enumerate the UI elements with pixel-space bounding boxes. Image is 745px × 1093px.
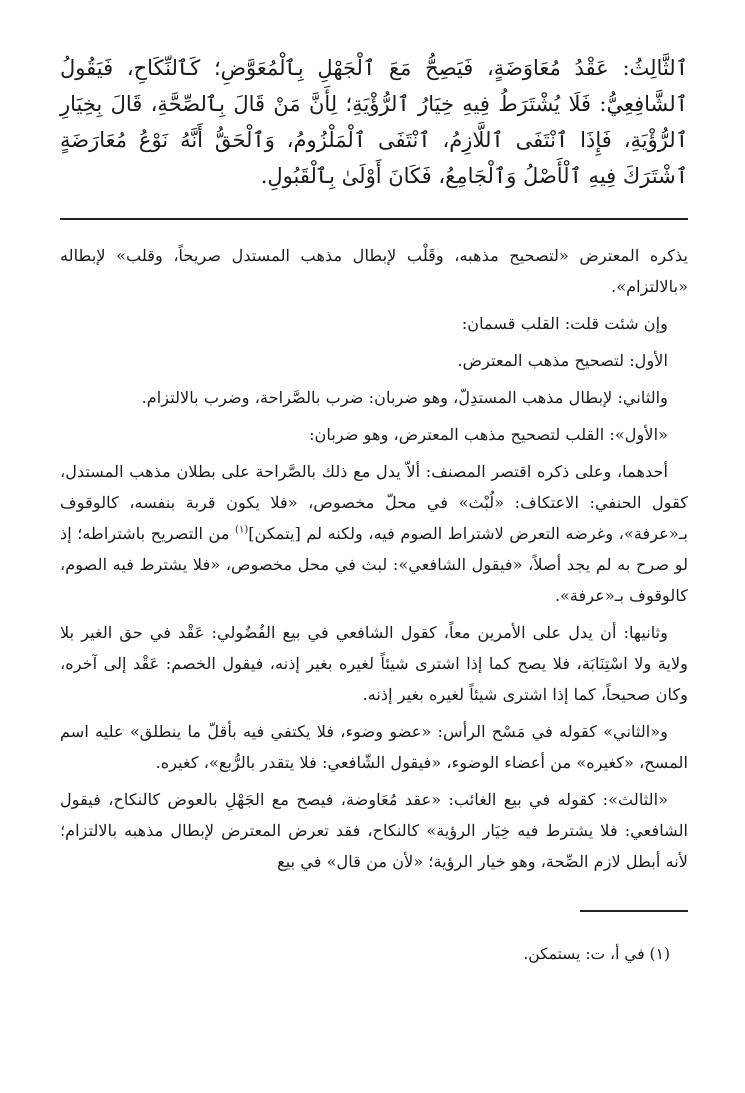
commentary <box>60 240 688 877</box>
commentary-paragraph: و«الثاني» كقوله في مَسْح الرأس: «عضو وضوء، فلا يكتفي فيه بأقلّ ما ينطلق» عليه اسم المسح، «كغيره» من أعضاء الوضوء، «فيقول الشّافعي: فلا يتقدر بالرُّبع»، كغيره. <box>60 722 688 772</box>
commentary-text: أحدهما، وعلى ذكره اقتصر المصنف: ألاّ يدل مع ذلك بالصَّراحة على بطلان مذهب المستدل، كقول الحنفي: الاعتكاف: «لُبْث» في محلّ مخصوص، «فلا يكون قربة بنفسه، كالوقوف بـ«عرفة»، وغرضه التعرض لاشتراط الصوم فيه، ولكنه لم [يتمكن] <box>60 462 688 543</box>
commentary-paragraph: «الثالث»: كقوله في بيع الغائب: «عقد مُعَاوضة، فيصح مع الجَهْلِ بالعوض كالنكاح، فيقول الشافعي: فلا يشترط فيه خِيَار الرؤية» كالنكاح، فقد تعرض المعترض لإبطال مذهبه بالالتزام؛ لأنه أبطل لازم الصِّحة، وهو خيار الرؤية؛ «لأن من قال» في بيع <box>60 790 688 871</box>
commentary-text-continued: من التصريح باشتراطه؛ إذ لو صرح به لم يجد أصلاً، «فيقول الشافعي»: لبث في محل مخصوص، «فلا يشترط فيه الصوم، كالوقوف بـ«عرفة». <box>60 524 688 605</box>
commentary-paragraph: «الأول»: القلب لتصحيح مذهب المعترض، وهو ضربان: <box>309 425 668 444</box>
page-body <box>60 50 688 883</box>
commentary-paragraph: الأول: لتصحيح مذهب المعترض. <box>457 351 668 370</box>
commentary-paragraph: وثانيها: أن يدل على الأمرين معاً، كقول الشافعي في بيع الفُضُولي: عَقْد في حق الغير بلا ولاية ولا اسْتِنَابَة، فلا يصح كما إذا اشترى شيئاً لغيره بغير إذنه، فيقول الخصم: عَقْد إلى آخره، وكان صحيحاً، كما إذا اشترى شيئاً لغيره بغير إذنه. <box>60 623 688 704</box>
commentary-paragraph-with-note <box>60 456 688 611</box>
commentary-paragraph: والثاني: لإبطال مذهب المستدِلّ، وهو ضربان: ضرب بالصَّراحة، وضرب بالالتزام. <box>141 388 668 407</box>
footnote-text: (١) في أ، ت: يستمكن. <box>523 945 670 963</box>
commentary-paragraph: يذكره المعترض «لتصحيح مذهبه، وقَلْب لإبطال مذهب المستدل صريحاً، وقلب» لإبطاله «بالالتزام». <box>60 246 688 296</box>
footnote-reference[interactable]: (١) <box>235 524 249 536</box>
footnote-divider <box>580 910 688 912</box>
commentary-paragraph: وإن شئت قلت: القلب قسمان: <box>461 314 668 333</box>
footnotes-area <box>60 910 688 990</box>
matn-divider <box>60 218 688 220</box>
matn-text: ٱلثَّالِثُ: عَقْدُ مُعَاوَضَةٍ، فَيَصِحُّ مَعَ ٱلْجَهْلِ بِٱلْمُعَوَّضِ؛ كَٱلنِّكَاحِ، فَيَقُولُ ٱلشَّافِعِيُّ: فَلَا يُشْتَرَطُ فِيهِ خِيَارُ ٱلرُّؤْيَةِ؛ لِأَنَّ مَنْ قَالَ بِٱلصِّحَّةِ، قَالَ بِخِيَارِ ٱلرُّؤْيَةِ، فَإِذَا ٱنْتَفَى ٱللَّازِمُ، ٱنْتَفَى ٱلْمَلْزُومُ، وَٱلْحَقُّ أَنَّهُ نَوْعُ مُعَارَضَةٍ ٱشْتَرَكَ فِيهِ ٱلْأَصْلُ وَٱلْجَامِعُ، فَكَانَ أَوْلَىٰ بِٱلْقَبُولِ. <box>60 56 688 188</box>
